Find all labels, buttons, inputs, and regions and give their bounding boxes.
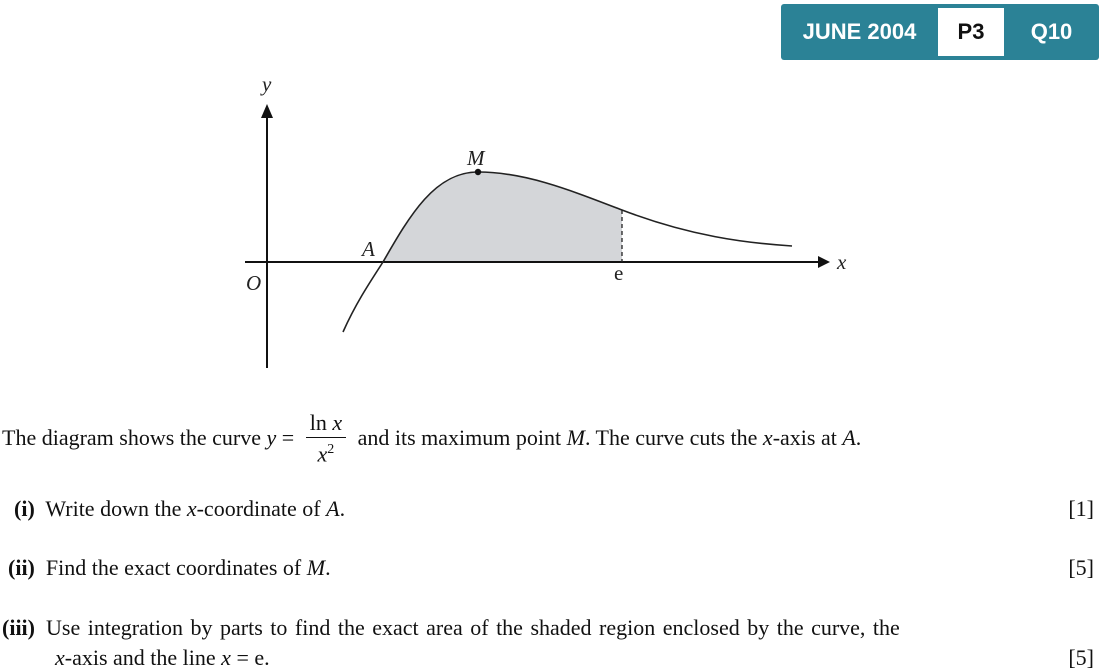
- paper-number: P3: [938, 8, 1004, 56]
- part-ii-label: (ii): [8, 555, 35, 580]
- x-axis-arrow: [818, 256, 830, 268]
- origin-label: O: [246, 271, 262, 295]
- part-iii-marks: [5]: [1068, 645, 1094, 670]
- part-i-label: (i): [14, 496, 35, 521]
- e-label: e: [614, 261, 624, 285]
- point-m-label: M: [467, 146, 485, 170]
- y-axis-arrow: [261, 104, 273, 118]
- part-i: (i) Write down the x-coordinate of A.: [14, 496, 346, 521]
- part-ii: (ii) Find the exact coordinates of M.: [8, 555, 331, 580]
- x-axis-label: x: [837, 250, 847, 274]
- fraction-ln-x-over-x-squared: $\frac{\text{ln x}}{x^2}$: [306, 410, 346, 466]
- part-iii-label: (iii): [2, 615, 35, 640]
- part-i-marks: [1]: [1068, 496, 1094, 521]
- shaded-region: [383, 172, 622, 262]
- question-number: Q10: [1030, 19, 1073, 44]
- exam-date: JUNE 2004: [802, 19, 917, 44]
- point-a-label: A: [362, 237, 375, 261]
- part-iii-line2: x-axis and the line x = e.: [55, 645, 270, 670]
- part-ii-marks: [5]: [1068, 555, 1094, 580]
- intro-text: The diagram shows the curve y = $\frac{\text{ln x}}{x^2}$ and its maximum point M. The curve cuts the x-axis at A.: [2, 410, 862, 467]
- part-iii: (iii) Use integration by parts to find the exact area of the shaded region enclosed by the curve, the: [2, 615, 900, 640]
- y-axis-label: y: [262, 72, 272, 96]
